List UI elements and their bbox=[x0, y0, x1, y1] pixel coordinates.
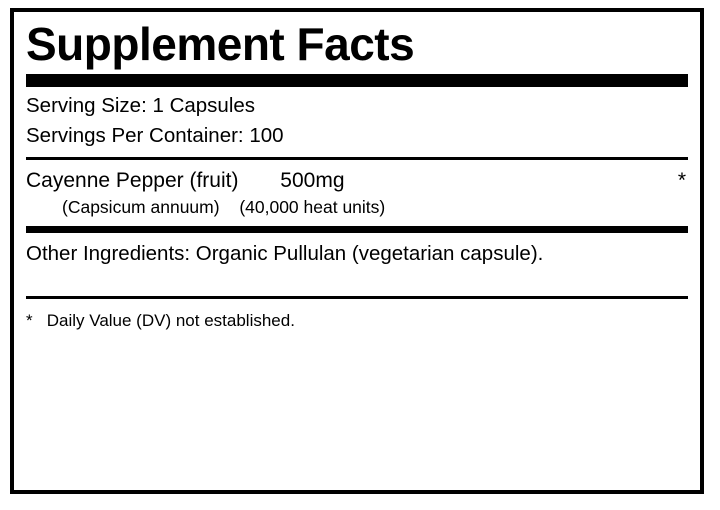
nutrient-subtext-line bbox=[26, 195, 688, 220]
nutrient-latin-name: (Capsicum annuum) bbox=[62, 197, 220, 218]
supplement-facts-panel bbox=[10, 8, 704, 494]
nutrient-name: Cayenne Pepper (fruit) bbox=[26, 168, 239, 192]
footnote bbox=[26, 309, 688, 333]
footnote-symbol: * bbox=[26, 311, 33, 331]
supplement-facts-inner bbox=[14, 12, 700, 333]
nutrient-main-line bbox=[26, 166, 688, 195]
footnote-text: Daily Value (DV) not established. bbox=[46, 311, 295, 331]
page-title: Supplement Facts bbox=[26, 18, 415, 70]
nutrient-daily-value: * bbox=[677, 168, 686, 192]
serving-size-text: Serving Size: 1 Capsules bbox=[26, 94, 256, 118]
divider-medium bbox=[26, 226, 688, 233]
nutrient-heat-units: (40,000 heat units) bbox=[239, 197, 386, 218]
divider-thin-bottom bbox=[26, 296, 688, 299]
divider-thin-top bbox=[26, 157, 688, 160]
other-ingredients-text: Other Ingredients: Organic Pullulan (vegetarian capsule). bbox=[26, 241, 544, 265]
nutrient-amount: 500mg bbox=[280, 168, 345, 192]
divider-thick bbox=[26, 74, 688, 87]
servings-per-container-text: Servings Per Container: 100 bbox=[26, 124, 284, 148]
table-row bbox=[26, 166, 688, 220]
